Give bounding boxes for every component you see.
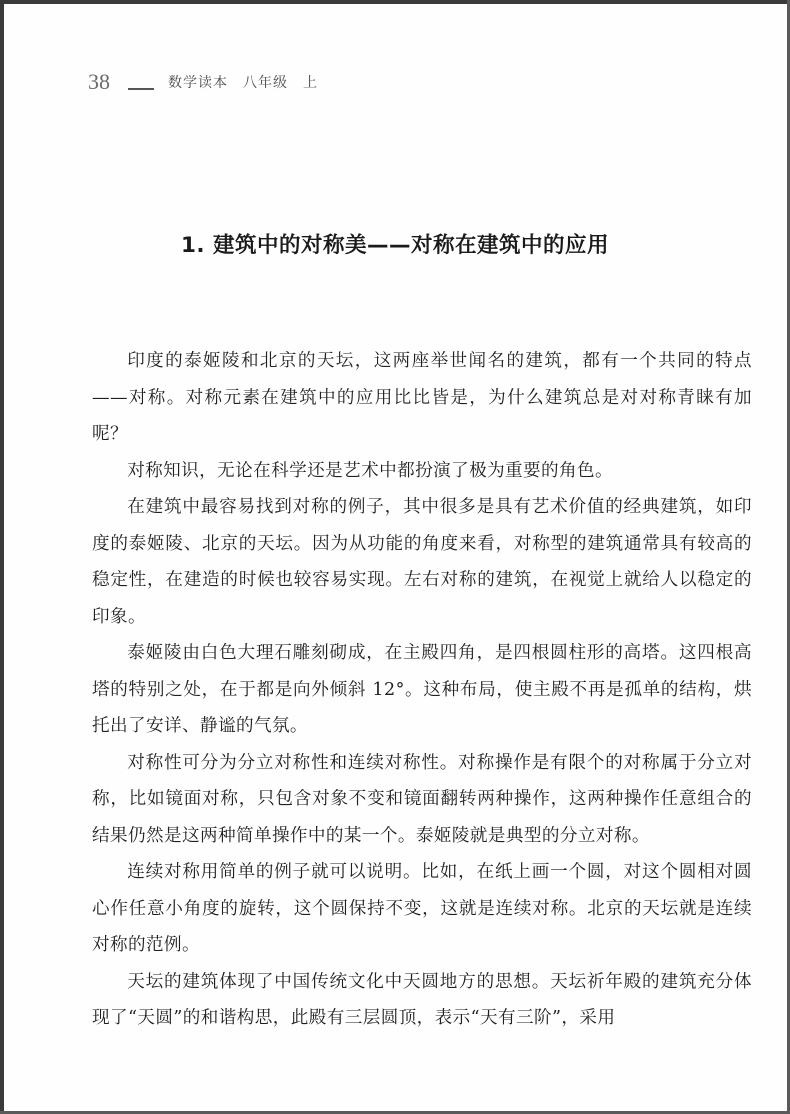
- body-text: [92, 343, 752, 1037]
- paragraph: 天坛的建筑体现了中国传统文化中天圆地方的思想。天坛祈年殿的建筑充分体现了“天圆”的和谐构思，此殿有三层圆顶，表示“天有三阶”，采用: [92, 971, 752, 1028]
- paragraph: 连续对称用简单的例子就可以说明。比如，在纸上画一个圆，对这个圆相对圆心作任意小角度的旋转，这个圆保持不变，这就是连续对称。北京的天坛就是连续对称的范例。: [92, 862, 752, 955]
- page-border-left: [0, 0, 4, 1114]
- paragraph: 对称性可分为分立对称性和连续对称性。对称操作是有限个的对称属于分立对称，比如镜面对称，只包含对象不变和镜面翻转两种操作，这两种操作任意组合的结果仍然是这两种简单操作中的某一个。泰姬陵就是典型的分立对称。: [92, 752, 752, 846]
- book-title: 数学读本 八年级 上: [168, 75, 318, 91]
- page-border-top: [0, 0, 790, 4]
- paragraph: 印度的泰姬陵和北京的天坛，这两座举世闻名的建筑，都有一个共同的特点——对称。对称元素在建筑中的应用比比皆是，为什么建筑总是对对称青睐有加呢？: [92, 351, 752, 444]
- paragraph: 在建筑中最容易找到对称的例子，其中很多是具有艺术价值的经典建筑，如印度的泰姬陵、北京的天坛。因为从功能的角度来看，对称型的建筑通常具有较高的稳定性，在建造的时候也较容易实现。左右对称的建筑，在视觉上就给人以稳定的印象。: [92, 497, 752, 627]
- running-header: [88, 64, 318, 96]
- header-rule: [128, 88, 154, 90]
- paragraph: 对称知识，无论在科学还是艺术中都扮演了极为重要的角色。: [127, 460, 614, 481]
- section-title: 1. 建筑中的对称美——对称在建筑中的应用: [180, 233, 610, 258]
- page-number: 38: [88, 69, 110, 94]
- paragraph: 泰姬陵由白色大理石雕刻砌成，在主殿四角，是四根圆柱形的高塔。这四根高塔的特别之处，在于都是向外倾斜 12°。这种布局，使主殿不再是孤单的结构，烘托出了安详、静谧的气氛。: [92, 643, 752, 736]
